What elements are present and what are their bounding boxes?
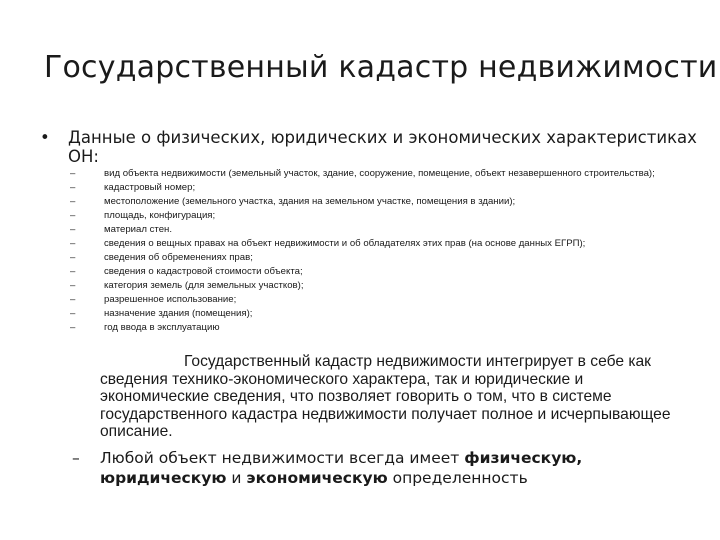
list-item [70,294,700,305]
final-point-separator: , [576,449,583,467]
list-item [70,322,700,333]
dash-icon: – [70,294,76,305]
list-item [70,280,700,291]
bold-physical: физическую [464,449,577,467]
list-item [70,252,700,263]
list-item [70,224,700,235]
final-point-separator: и [226,468,247,487]
main-point-text: Данные о физических, юридических и экономических характеристиках ОН: [68,128,697,166]
dash-icon: – [70,182,76,193]
bullet-icon: • [40,128,50,147]
list-item-text: сведения об обременениях прав; [104,252,253,263]
dash-icon: – [70,280,76,291]
list-item-text: материал стен. [104,224,173,235]
final-point-part: Любой объект недвижимости всегда имеет [100,449,465,467]
dash-icon: – [70,252,76,263]
dash-icon: – [70,238,76,249]
dash-icon: – [70,308,76,319]
dash-icon: – [70,210,76,221]
slide-title: Государственный кадастр недвижимости [44,50,718,85]
dash-icon: – [70,224,76,235]
list-item-text: кадастровый номер; [104,182,196,193]
list-item-text: назначение здания (помещения); [104,308,253,319]
list-item [70,196,700,207]
bold-legal: юридическую [100,468,227,487]
list-item [70,182,700,193]
dash-icon: – [70,196,76,207]
bold-economic: экономическую [246,468,388,487]
list-item-text: вид объекта недвижимости (земельный участок, здание, сооружение, помещение, объект незавершенного строительства); [104,168,655,179]
dash-icon: – [72,449,80,467]
dash-icon: – [70,266,76,277]
list-item-text: местоположение (земельного участка, здания на земельном участке, помещения в здании); [104,196,516,207]
dash-icon: – [70,322,76,333]
list-item [70,308,700,319]
list-item [70,238,700,249]
summary-paragraph [100,353,680,441]
characteristics-list [70,168,700,336]
final-point-part: определенность [387,468,528,487]
summary-paragraph-text: Государственный кадастр недвижимости интегрирует в себе как сведения технико-экономического характера, так и юридические и экономические сведения, что позволяет говорить о том, что в системе государственного кадастра недвижимости получает полное и исчерпывающее описание. [100,353,671,440]
final-point-text [100,449,672,488]
list-item [70,210,700,221]
list-item-text: площадь, конфигурация; [104,210,216,221]
list-item-text: категория земель (для земельных участков); [104,280,304,291]
list-item-text: сведения о кадастровой стоимости объекта; [104,266,303,277]
list-item-text: год ввода в эксплуатацию [104,322,220,333]
list-item-text: сведения о вещных правах на объект недвижимости и об обладателях этих прав (на основе данных ЕГРП); [104,238,586,249]
dash-icon: – [70,168,76,179]
list-item [70,266,700,277]
final-point [72,449,672,488]
list-item-text: разрешенное использование; [104,294,237,305]
list-item [70,168,700,179]
